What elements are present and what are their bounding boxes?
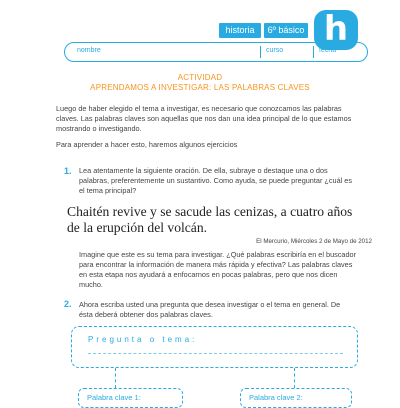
h-logo-icon: h xyxy=(314,10,358,50)
keyword-2-label: Palabra clave 2: xyxy=(249,393,303,402)
page-title: APRENDAMOS A INVESTIGAR: LAS PALABRAS CLAVES xyxy=(90,83,310,92)
activity-title: ACTIVIDAD xyxy=(177,73,223,82)
question-label: Pregunta o tema: xyxy=(88,335,198,344)
connector-line xyxy=(115,368,117,388)
date-label: fecha xyxy=(319,47,337,54)
subject-badge: historia xyxy=(219,23,261,38)
keyword-1-label: Palabra clave 1: xyxy=(87,393,141,402)
info-divider xyxy=(260,46,261,58)
step-2-number: 2. xyxy=(64,299,72,309)
keyword-1-box[interactable] xyxy=(78,388,183,408)
name-label: nombre xyxy=(77,47,101,54)
intro-paragraph-2: Para aprender a hacer esto, haremos algunos ejercicios xyxy=(56,140,238,149)
course-label: curso xyxy=(266,47,284,54)
grade-badge: 6º básico xyxy=(264,23,308,38)
student-info-bar xyxy=(64,42,368,62)
connector-line xyxy=(294,368,296,388)
info-divider xyxy=(313,46,314,58)
question-writing-line[interactable] xyxy=(88,353,343,354)
question-box[interactable] xyxy=(71,326,358,368)
step-1-followup: Imagine que este es su tema para investigar. ¿Qué palabras escribiría en el buscador para encontrar la información de manera más rápida y efectiva? Las palabras claves en esta etapa nos ayudará a enfocarnos en pocas palabras, pero que nos dicen mucho. xyxy=(79,250,357,289)
example-sentence: Chaitén revive y se sacude las cenizas, a cuatro años de la erupción del volcán. xyxy=(67,204,353,235)
sentence-source: El Mercurio, Miércoles 2 de Mayo de 2012 xyxy=(256,238,372,245)
step-1-number: 1. xyxy=(64,166,72,176)
step-1-instructions: Lea atentamente la siguiente oración. De ella, subraye o destaque una o dos palabras, preferentemente un sustantivo. Como ayuda, se puede preguntar ¿cuál es el tema principal? xyxy=(79,166,352,195)
keyword-2-box[interactable] xyxy=(240,388,352,408)
intro-paragraph: Luego de haber elegido el tema a investigar, es necesario que conozcamos las palabras claves. Las palabras claves son aquellas que nos dan una idea principal de lo que estamos mostrando o investigando. xyxy=(56,104,352,133)
step-2-instructions: Ahora escriba usted una pregunta que desea investigar o el tema en general. De ésta deberá obtener dos palabras claves. xyxy=(79,300,341,319)
